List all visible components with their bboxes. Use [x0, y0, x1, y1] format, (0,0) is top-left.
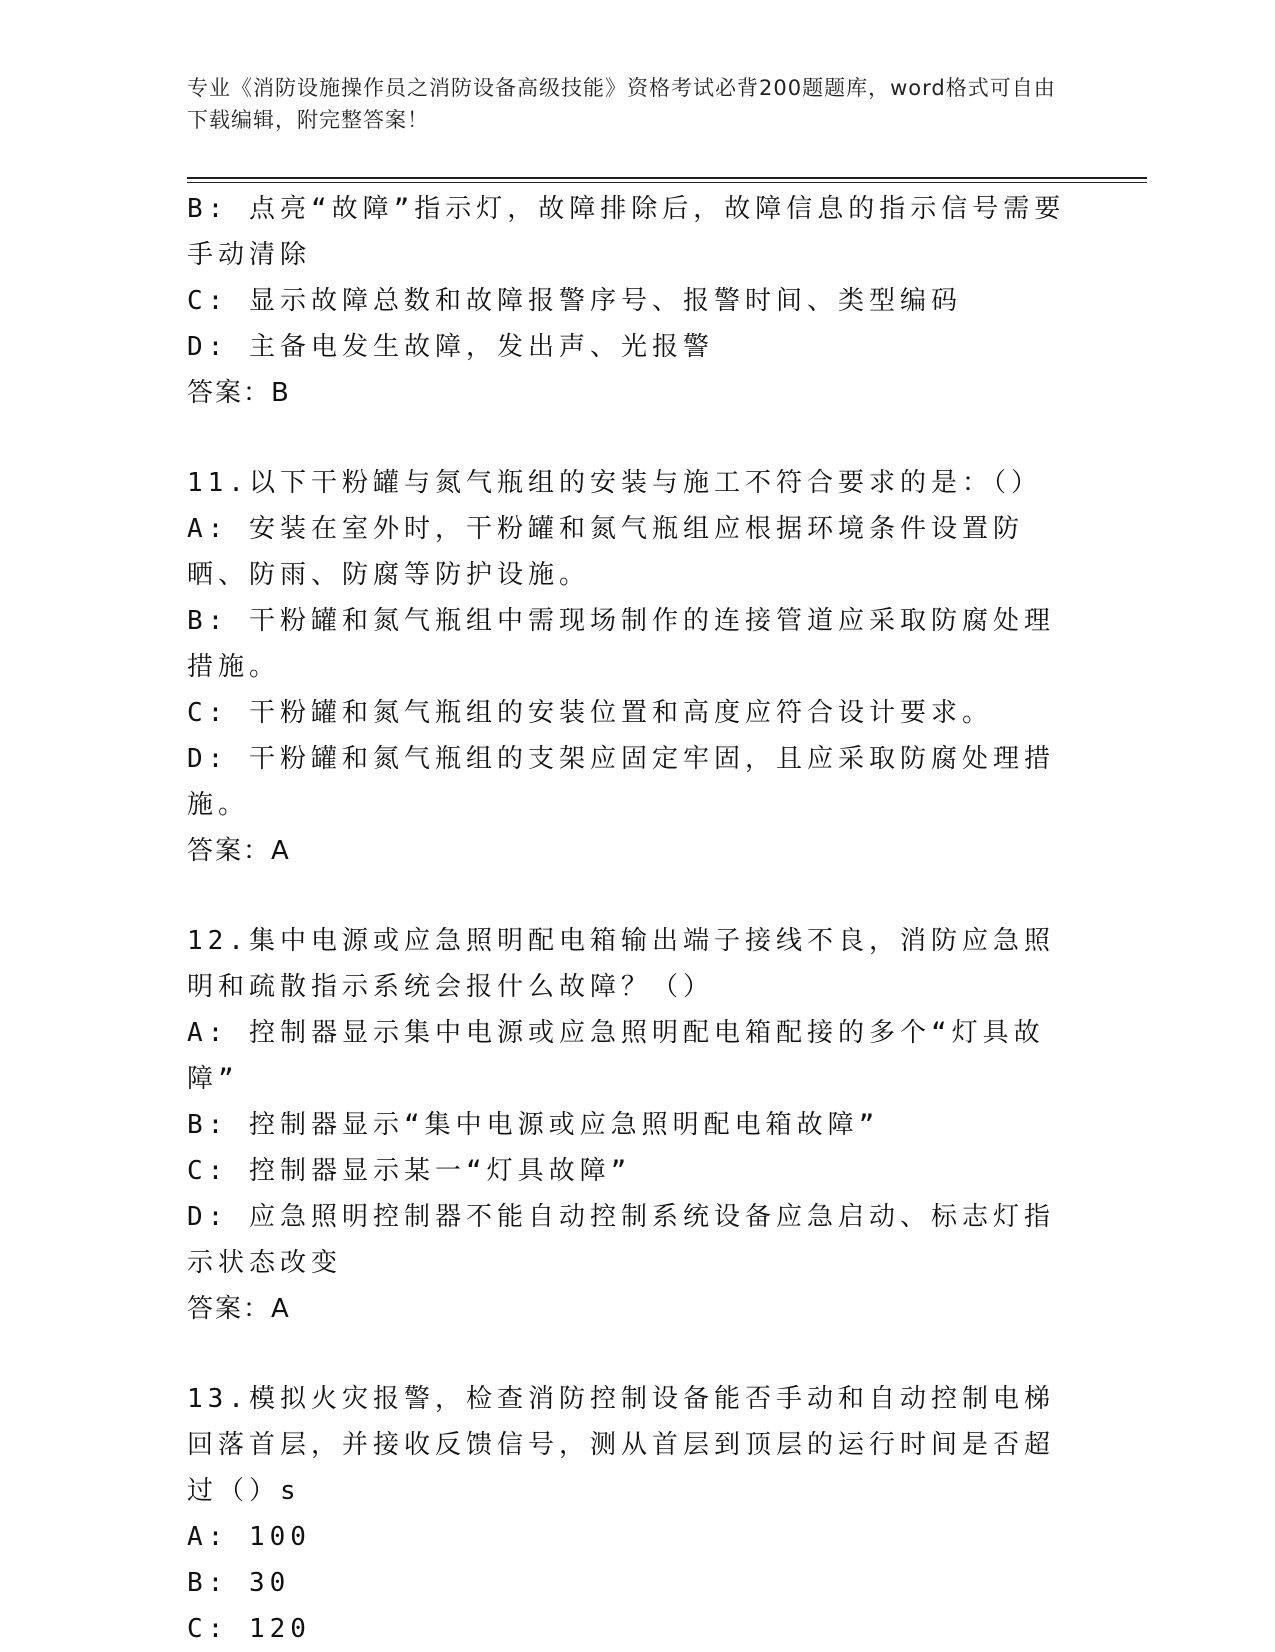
option-c: C: 显示故障总数和故障报警序号、报警时间、类型编码: [187, 286, 962, 316]
header-rule-thin: [187, 182, 1147, 183]
option-b: B: 干粉罐和氮气瓶组中需现场制作的连接管道应采取防腐处理措施。: [187, 606, 1055, 682]
option-d: D: 主备电发生故障，发出声、光报警: [187, 332, 714, 362]
answer-text: 答案：B: [187, 378, 291, 408]
option-b: B: 30: [187, 1568, 291, 1598]
question-text: 13.模拟火灾报警，检查消防控制设备能否手动和自动控制电梯回落首层，并接收反馈信号，测从首层到顶层的运行时间是否超过（）s: [187, 1384, 1056, 1506]
question-text: 12.集中电源或应急照明配电箱输出端子接线不良，消防应急照明和疏散指示系统会报什么故障？（）: [187, 926, 1055, 1002]
question-list: [187, 186, 1077, 1652]
option-c: C: 控制器显示某一“灯具故障”: [187, 1156, 632, 1186]
option-c: C: 干粉罐和氮气瓶组的安装位置和高度应符合设计要求。: [187, 698, 993, 728]
option-a: A: 安装在室外时，干粉罐和氮气瓶组应根据环境条件设置防晒、防雨、防腐等防护设施。: [187, 514, 1024, 590]
question-block: [187, 460, 1077, 874]
option-d: D: 应急照明控制器不能自动控制系统设备应急启动、标志灯指示状态改变: [187, 1202, 1055, 1278]
option-b: B: 控制器显示“集中电源或应急照明配电箱故障”: [187, 1110, 880, 1140]
question-block: [187, 186, 1077, 416]
option-b: B: 点亮“故障”指示灯，故障排除后，故障信息的指示信号需要手动清除: [187, 194, 1066, 270]
header-rule: [187, 177, 1147, 179]
question-block: [187, 1376, 1077, 1652]
question-block: [187, 918, 1077, 1332]
document-header: 专业《消防设施操作员之消防设备高级技能》资格考试必背200题题库，word格式可自由下载编辑，附完整答案！: [187, 76, 1056, 132]
option-d: D: 干粉罐和氮气瓶组的支架应固定牢固，且应采取防腐处理措施。: [187, 744, 1055, 820]
option-a: A: 控制器显示集中电源或应急照明配电箱配接的多个“灯具故障”: [187, 1018, 1045, 1094]
option-c: C: 120: [187, 1614, 311, 1644]
question-text: 11.以下干粉罐与氮气瓶组的安装与施工不符合要求的是：（）: [187, 468, 1042, 498]
answer-text: 答案：A: [187, 836, 291, 866]
answer-text: 答案：A: [187, 1294, 291, 1324]
option-a: A: 100: [187, 1522, 311, 1552]
